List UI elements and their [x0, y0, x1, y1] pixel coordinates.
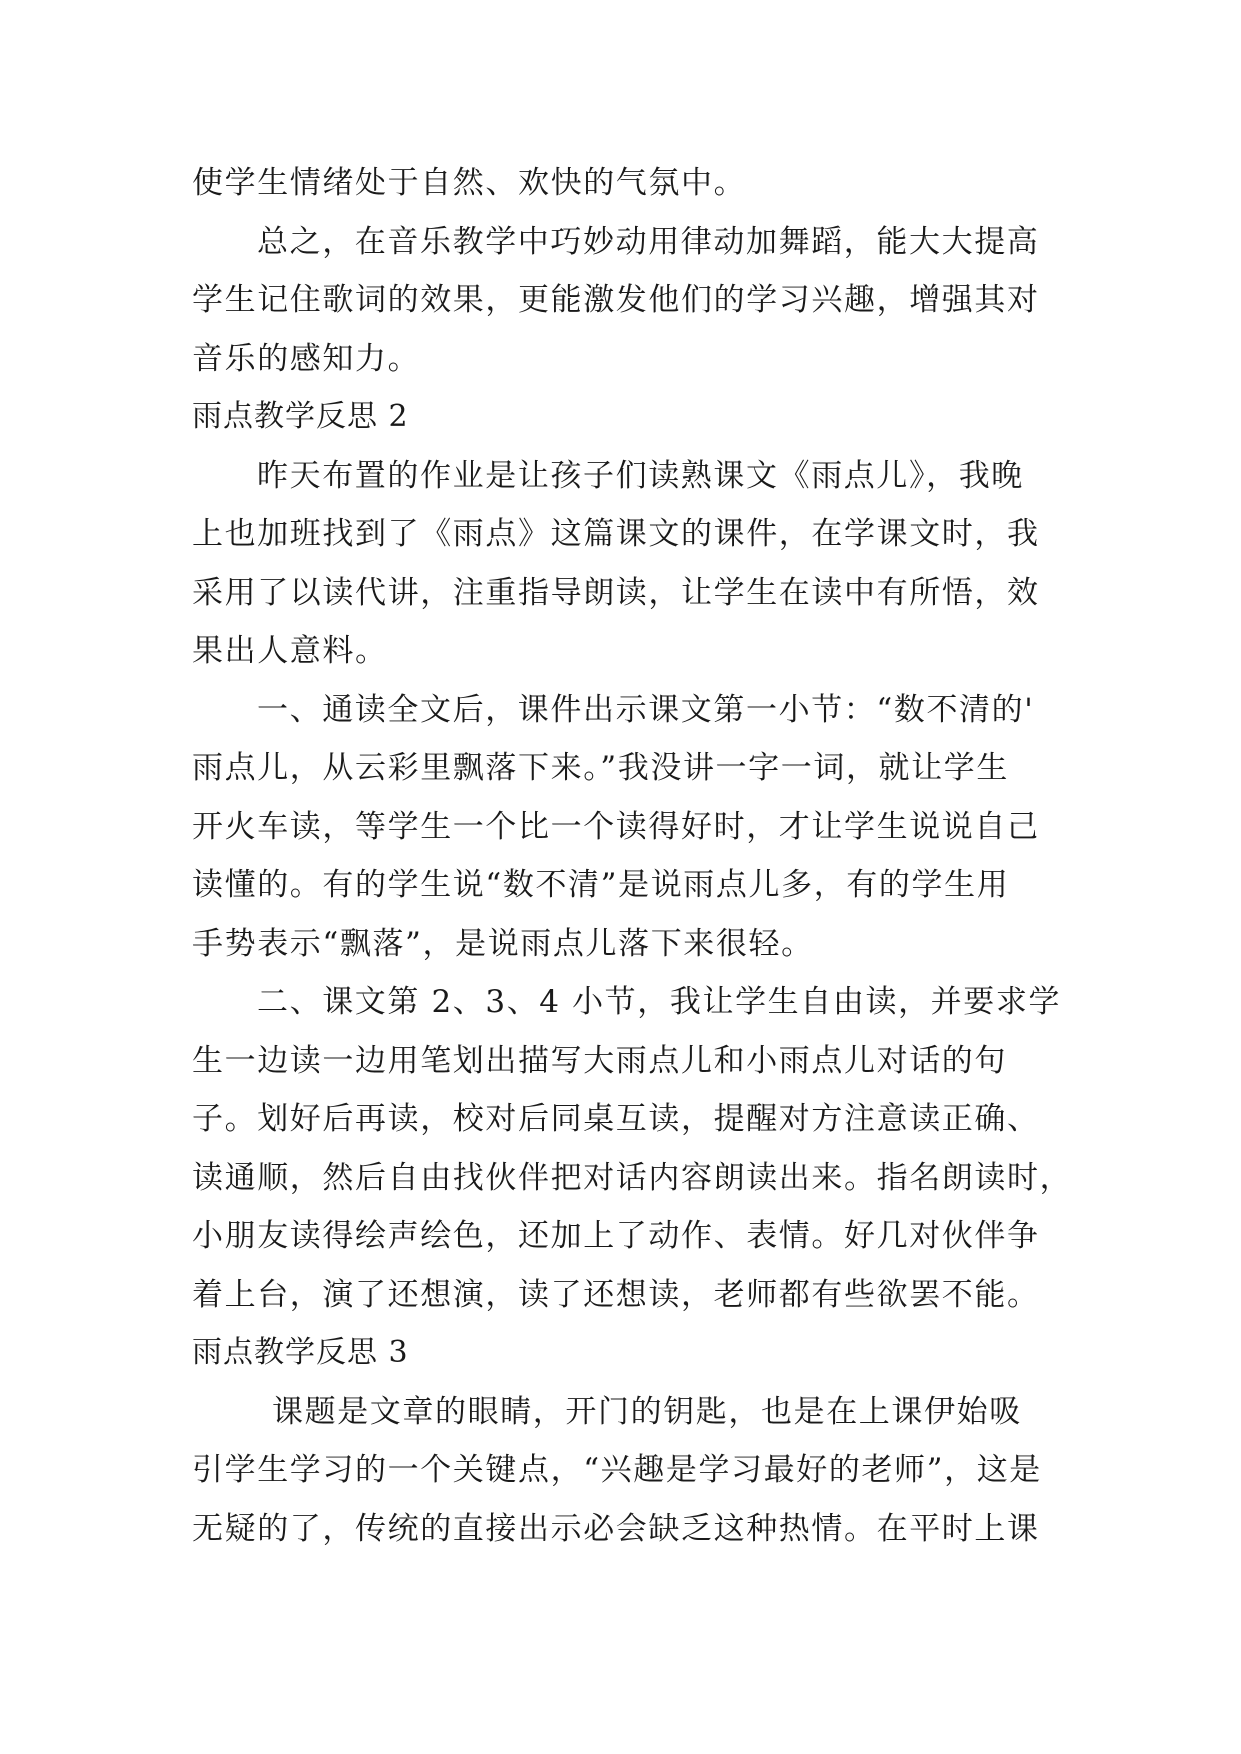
text-line: 小朋友读得绘声绘色，还加上了动作、表情。好几对伙伴争 [192, 1218, 1040, 1254]
text-line: 开火车读，等学生一个比一个读得好时，才让学生说说自己 [192, 808, 1040, 845]
paragraph-first-line: 昨天布置的作业是让孩子们读熟课文《雨点儿》，我晚 [257, 457, 1024, 494]
text-line: 生一边读一边用笔划出描写大雨点儿和小雨点儿对话的句 [192, 1042, 1007, 1079]
text-line: 着上台，演了还想演，读了还想读，老师都有些欲罢不能。 [192, 1276, 1040, 1313]
text-line: 引学生学习的一个关键点，“兴趣是学习最好的老师”，这是 [192, 1452, 1042, 1488]
text-line: 使学生情绪处于自然、欢快的气氛中。 [192, 165, 747, 201]
text-line: 子。划好后再读，校对后同桌互读，提醒对方注意读正确、 [192, 1101, 1040, 1137]
text-line: 音乐的感知力。 [192, 340, 421, 377]
paragraph-first-line: 一、通读全文后，课件出示课文第一小节：“数不清的' [257, 691, 1035, 728]
text-line: 无疑的了，传统的直接出示必会缺乏这种热情。在平时上课 [192, 1510, 1040, 1547]
text-line: 采用了以读代讲，注重指导朗读，让学生在读中有所悟，效 [192, 574, 1040, 611]
text-line: 读通顺，然后自由找伙伴把对话内容朗读出来。指名朗读时， [192, 1159, 1073, 1196]
text-line: 果出人意料。 [192, 633, 388, 669]
text-line: 学生记住歌词的效果，更能激发他们的学习兴趣，增强其对 [192, 282, 1040, 318]
paragraph-first-line: 二、课文第 2、3、4 小节，我让学生自由读，并要求学 [257, 984, 1062, 1020]
text-line: 上也加班找到了《雨点》这篇课文的课件，在学课文时，我 [192, 516, 1040, 552]
paragraph-first-line: 课题是文章的眼睛，开门的钥匙，也是在上课伊始吸 [272, 1393, 1022, 1430]
section-heading: 雨点教学反思 2 [192, 399, 409, 434]
document-body [192, 154, 1073, 1558]
section-heading: 雨点教学反思 3 [192, 1335, 409, 1370]
text-line: 手势表示“飘落”，是说雨点儿落下来很轻。 [192, 925, 814, 962]
text-line: 雨点儿，从云彩里飘落下来。”我没讲一字一词，就让学生 [192, 750, 1009, 786]
paragraph-first-line: 总之，在音乐教学中巧妙动用律动加舞蹈，能大大提高 [257, 223, 1040, 260]
text-line: 读懂的。有的学生说“数不清”是说雨点儿多，有的学生用 [192, 867, 1010, 903]
